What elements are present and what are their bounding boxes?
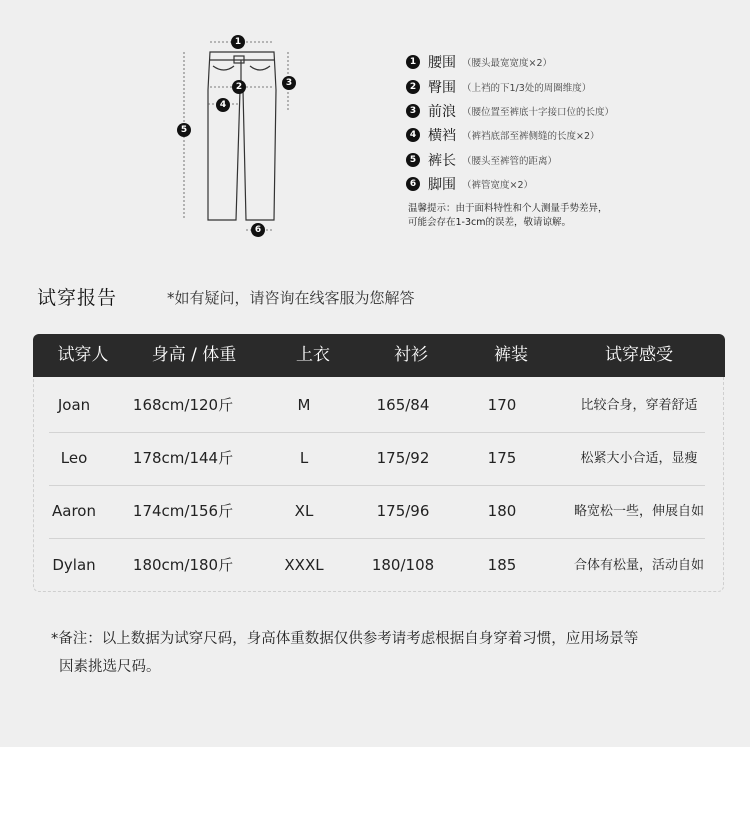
fitting-report-table [33,334,724,592]
cell-height-weight: 168cm/120斤 [132,396,234,414]
cell-top: M [297,396,311,414]
cell-tester: Aaron [52,502,96,520]
cell-height-weight: 174cm/156斤 [132,502,234,520]
cell-tester: Joan [57,396,91,414]
cell-feeling: 比较合身，穿着舒适 [580,398,698,413]
legend-item-hip [406,74,736,98]
section-title: 试穿报告 [37,287,118,309]
cell-feeling: 松紧大小合适，显瘦 [580,451,698,466]
legend-item-thigh [406,123,736,147]
legend-desc: （腰头至裤管的距离） [462,155,558,167]
pocket-left [213,66,234,70]
legend-desc: （腰头最宽宽度×2） [462,58,553,70]
marker-6: 6 [251,223,265,237]
legend-number: 1 [406,55,420,69]
legend-item-front-rise [406,99,736,123]
cell-shirt: 175/92 [376,449,430,467]
cell-pants: 170 [487,396,517,414]
pants-outline [208,52,276,220]
cell-top: XXXL [284,556,324,574]
cell-shirt: 175/96 [376,502,430,520]
cell-feeling: 略宽松一些，伸展自如 [573,504,705,519]
cell-pants: 185 [487,556,517,574]
legend-name: 前浪 [428,103,456,120]
legend-number: 2 [406,80,420,94]
cell-height-weight: 180cm/180斤 [132,556,234,574]
cell-tester: Dylan [52,556,96,574]
table-row [49,539,705,592]
legend-number: 3 [406,104,420,118]
cell-shirt: 180/108 [371,556,435,574]
legend-desc: （上裆的下1/3处的周圈维度） [462,82,592,94]
column-header-height-weight: 身高 / 体重 [151,345,237,365]
pants-illustration [168,30,308,242]
cell-top: XL [294,502,314,520]
cell-height-weight: 178cm/144斤 [132,449,234,467]
pants-measurement-diagram [168,30,308,242]
marker-3: 3 [282,76,296,90]
column-header-feeling: 试穿感受 [605,345,673,365]
column-header-top: 上衣 [296,345,330,365]
legend-number: 4 [406,128,420,142]
measurement-legend [406,50,736,196]
footnote [51,625,711,681]
tip-line-1: 温馨提示：由于面料特性和个人测量手势差异， [408,203,608,214]
legend-name: 腰围 [428,55,456,72]
legend-desc: （裤管宽度×2） [462,180,534,192]
legend-item-waist [406,50,736,74]
table-header [33,334,725,377]
legend-name: 横裆 [428,128,456,145]
cell-feeling: 合体有松量，活动自如 [573,558,705,573]
marker-4: 4 [216,98,230,112]
legend-number: 6 [406,177,420,191]
legend-desc: （裤裆底部至裤侧缝的长度×2） [462,131,600,143]
column-header-shirt: 衬衫 [394,345,428,365]
cell-tester: Leo [60,449,88,467]
marker-2: 2 [232,80,246,94]
column-header-pants: 裤装 [494,345,528,365]
column-header-tester: 试穿人 [57,345,109,365]
pocket-right [250,66,270,70]
marker-1: 1 [231,35,245,49]
footnote-line-2: 因素挑选尺码。 [59,659,161,675]
legend-name: 脚围 [428,177,456,194]
legend-number: 5 [406,153,420,167]
cell-shirt: 165/84 [376,396,430,414]
cell-pants: 175 [487,449,517,467]
table-row [49,432,705,486]
legend-item-length [406,148,736,172]
legend-name: 裤长 [428,152,456,169]
table-row [49,379,705,433]
cell-top: L [299,449,309,467]
marker-5: 5 [177,123,191,137]
section-note: *如有疑问，请咨询在线客服为您解答 [167,289,415,307]
legend-item-leg-opening [406,172,736,196]
table-row [49,485,705,539]
cell-pants: 180 [487,502,517,520]
measurement-tip [408,202,648,230]
tip-line-2: 可能会存在1-3cm的误差，敬请谅解。 [408,217,571,228]
legend-name: 臀围 [428,79,456,96]
legend-desc: （腰位置至裤底十字接口位的长度） [462,106,615,118]
footnote-line-1: *备注：以上数据为试穿尺码，身高体重数据仅供参考请考虑根据自身穿着习惯，应用场景等 [51,631,639,647]
